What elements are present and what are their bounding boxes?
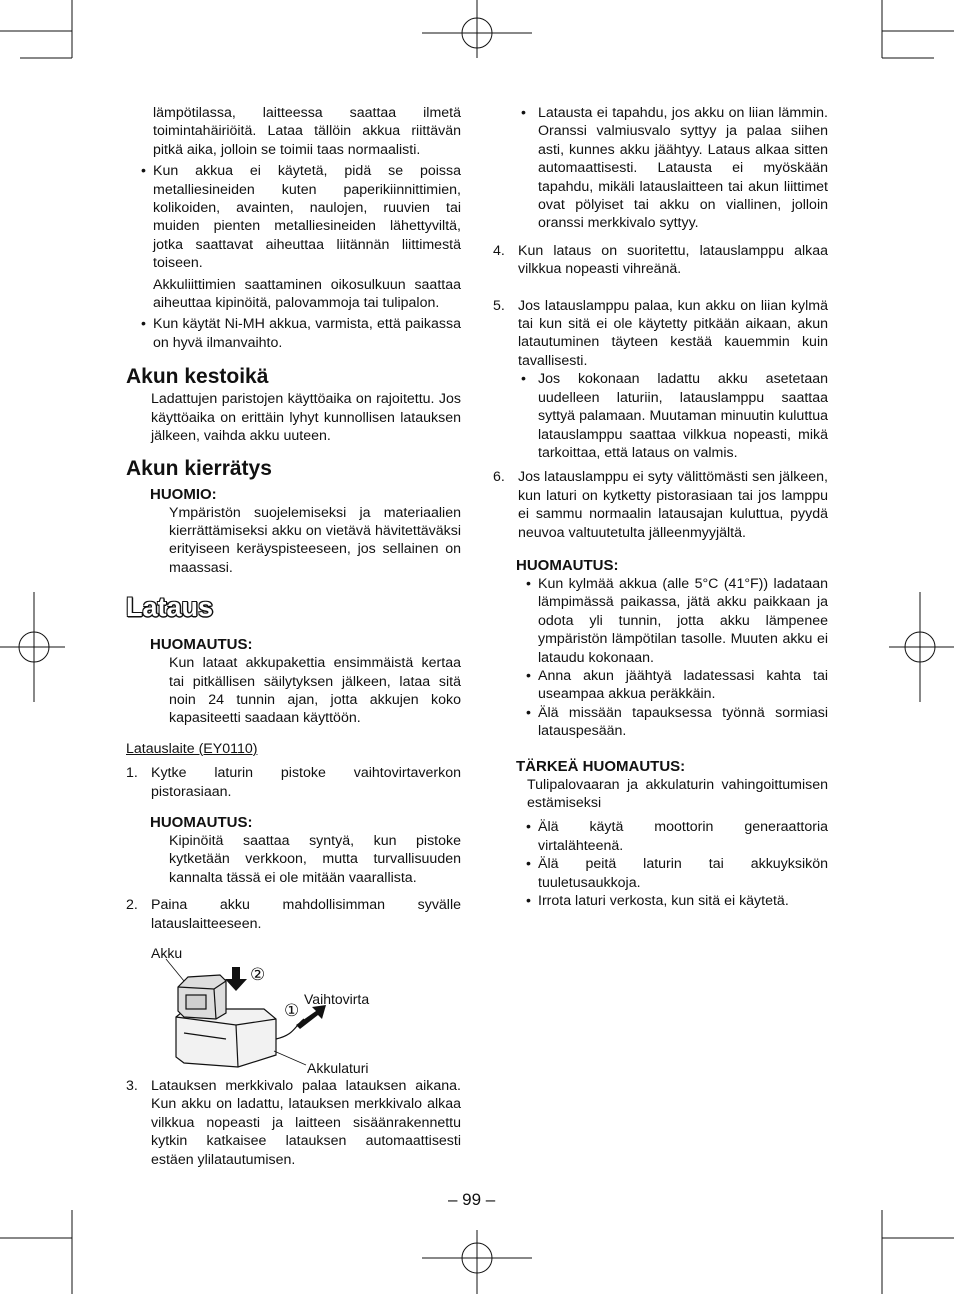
right-column <box>493 104 828 910</box>
bullet-text: Älä käytä moottorin generaattoria virtalähteenä. <box>538 819 828 854</box>
bullet-text: Irrota laturi verkosta, kun sitä ei käytetä. <box>538 893 789 910</box>
step-text: Kytke laturin pistoke vaihtovirtaverkon pistorasiaan. <box>151 765 461 800</box>
list-item <box>493 704 828 741</box>
bullet-text: Jos kokonaan ladattu akku asetetaan uudelleen laturiin, latauslamppu saattaa syttyä palamaan. Muutaman minuutin kuluttua latauslamppu saattaa vilkkua nopeasti, mikä tarkoittaa, että lataus on valmis. <box>538 371 828 461</box>
list-item <box>493 370 828 462</box>
bullet-marker: • <box>141 163 146 180</box>
section-heading-kierratys: Akun kierrätys <box>126 456 272 480</box>
list-item <box>126 162 461 272</box>
step-number: 3. <box>126 1078 138 1094</box>
bullet-marker: • <box>141 316 146 333</box>
bullet-text: Älä peitä laturin tai akkuyksikön tuuletusaukkoja. <box>538 856 828 891</box>
step-number: 5. <box>493 297 505 314</box>
section-heading-kestoika: Akun kestoikä <box>126 365 269 389</box>
list-item <box>493 892 828 910</box>
label-akkulaturi: Akkulaturi <box>307 1060 369 1076</box>
bullet-marker: • <box>526 667 531 684</box>
step-5 <box>493 297 828 371</box>
bullet-marker: • <box>526 819 531 836</box>
bullet-text: Kun käytät Ni-MH akkua, varmista, että paikassa on hyvä ilmanvaihto. <box>153 316 461 351</box>
label-step-2: ② <box>250 965 266 984</box>
step-text: Latauksen merkkivalo palaa latauksen aikana. Kun akku on ladattu, latauksen merkkivalo alkaa vilkkua nopeasti ja laitteen sisäänrakennettu kytkin katkaisee latauksen automaattisesti estäen ylilatautumisen. <box>151 1078 461 1168</box>
bullet-marker: • <box>521 105 526 121</box>
section-heading-lataus: Lataus <box>126 592 214 623</box>
huomautus-label: HUOMAUTUS: <box>150 813 253 831</box>
list-item <box>493 855 828 892</box>
huomio-text: Ympäristön suojelemiseksi ja materiaalien kierrättämiseksi akku on vietävä hävitettäväksi erityiseen keräyspisteeseen, jos sellainen on maassasi. <box>169 504 461 576</box>
charger-illustration <box>126 939 461 1079</box>
step-text: Jos latauslamppu palaa, kun akku on liian kylmä tai kun sitä ei ole käytetty pitkään aikaan, akun latautuminen täyteen kestää kauemmin kuin tavallisesti. <box>518 297 828 369</box>
bullet-text: Anna akun jäähtyä ladatessasi kahta tai useampaa akkua peräkkäin. <box>538 667 828 703</box>
bullet-marker: • <box>526 575 531 592</box>
bullet-text: Älä missään tapauksessa työnnä sormiasi latauspesään. <box>538 704 828 740</box>
step-text: Jos latauslamppu ei syty välittömästi sen jälkeen, kun laturi on kytketty pistorasiaan tai jos lamppu ei sammu normaalin latausajan kuluttua, pyydä neuvoa valtuutetulta jälleenmyyjältä. <box>518 469 828 541</box>
bullet-continuation: Akkuliittimien saattaminen oikosulkuun saattaa aiheuttaa kipinöitä, palovammoja tai tulipalon. <box>153 276 461 312</box>
step-number: 1. <box>126 765 138 782</box>
step-6 <box>493 468 828 542</box>
step-number: 4. <box>493 242 505 259</box>
left-column <box>126 104 461 1169</box>
huomautus-text: Kipinöitä saattaa syntyä, kun pistoke kytketään verkkoon, mutta turvallisuuden kannalta tässä ei ole mitään vaarallista. <box>169 832 461 886</box>
charger-figure <box>126 939 461 1079</box>
list-item <box>493 818 828 855</box>
huomautus-label: HUOMAUTUS: <box>150 636 253 654</box>
bullet-text: Kun kylmää akkua (alle 5°C (41°F)) ladataan lämpimässä paikassa, jätä akku paikkaan ja odota yli tunnin, jotta akku lämpenee ympäristön lämpötilan tasolle. Muuten akku ei lataudu kokonaan. <box>538 575 828 666</box>
charger-model-title: Latauslaite (EY0110) <box>126 740 258 757</box>
tarkea-huomautus-label: TÄRKEÄ HUOMAUTUS: <box>516 757 686 775</box>
kestoika-paragraph: Ladattujen paristojen käyttöaika on rajoitettu. Jos käyttöaika on erittäin lyhyt kunnollisen latauksen jälkeen, vaihda akku uuteen. <box>151 391 461 445</box>
intro-paragraph: lämpötilassa, laitteessa saattaa ilmetä toimintahäiriöitä. Lataa tällöin akkua riittävän pitkä aika, jolloin se toimii taas normaalisti. <box>153 105 461 158</box>
bullet-marker: • <box>521 371 526 388</box>
step-2 <box>126 896 461 933</box>
list-item <box>493 667 828 704</box>
bullet-text: Kun akkua ei käytetä, pidä se poissa metalliesineiden kuten paperikiinnittimien, kolikoiden, avainten, naulojen, ruuvien tai muiden pienten metalliesineiden lähettyviltä, jotka saattavat aiheuttaa liitännän liittimestä toiseen. <box>153 163 461 272</box>
label-akku: Akku <box>151 945 183 961</box>
step-text: Kun lataus on suoritettu, latauslamppu alkaa vilkkua nopeasti vihreänä. <box>518 242 828 278</box>
bullet-marker: • <box>526 856 531 873</box>
list-item <box>493 104 828 233</box>
bullet-marker: • <box>526 704 531 721</box>
huomautus-text: Kun lataat akkupakettia ensimmäistä kertaa tai pitkällisen säilytyksen jälkeen, lataa sitä noin 24 tunnin ajan, jotta akkujen koko kapasiteetti saadaan käyttöön. <box>169 655 461 727</box>
bullet-marker: • <box>526 893 531 910</box>
step-number: 6. <box>493 469 505 486</box>
step-1 <box>126 764 461 801</box>
step-4 <box>493 242 828 279</box>
list-item <box>493 575 828 667</box>
label-step-1: ① <box>284 1001 300 1020</box>
huomautus-label: HUOMAUTUS: <box>516 556 619 574</box>
step-3 <box>126 1077 461 1169</box>
tarkea-text: Tulipalovaaran ja akkulaturin vahingoittumisen estämiseksi <box>527 776 828 811</box>
page-number: – 99 – <box>448 1190 496 1209</box>
label-vaihtovirta: Vaihtovirta <box>304 991 370 1007</box>
list-item <box>126 315 461 352</box>
bullet-text: Latausta ei tapahdu, jos akku on liian lämmin. Oranssi valmiusvalo syttyy ja palaa siihen asti, kunnes akku jäähtyy. Lataus alkaa sitten automaattisesti. Latausta ei myöskään tapahdu, mikäli latauslaitteen tai akun liittimet ovat pölyiset tai akku on viallinen, jolloin oranssi merkkivalo syttyy. <box>538 105 828 232</box>
step-number: 2. <box>126 897 138 914</box>
huomio-label: HUOMIO: <box>150 485 217 503</box>
step-text: Paina akku mahdollisimman syvälle latauslaitteeseen. <box>151 897 461 932</box>
